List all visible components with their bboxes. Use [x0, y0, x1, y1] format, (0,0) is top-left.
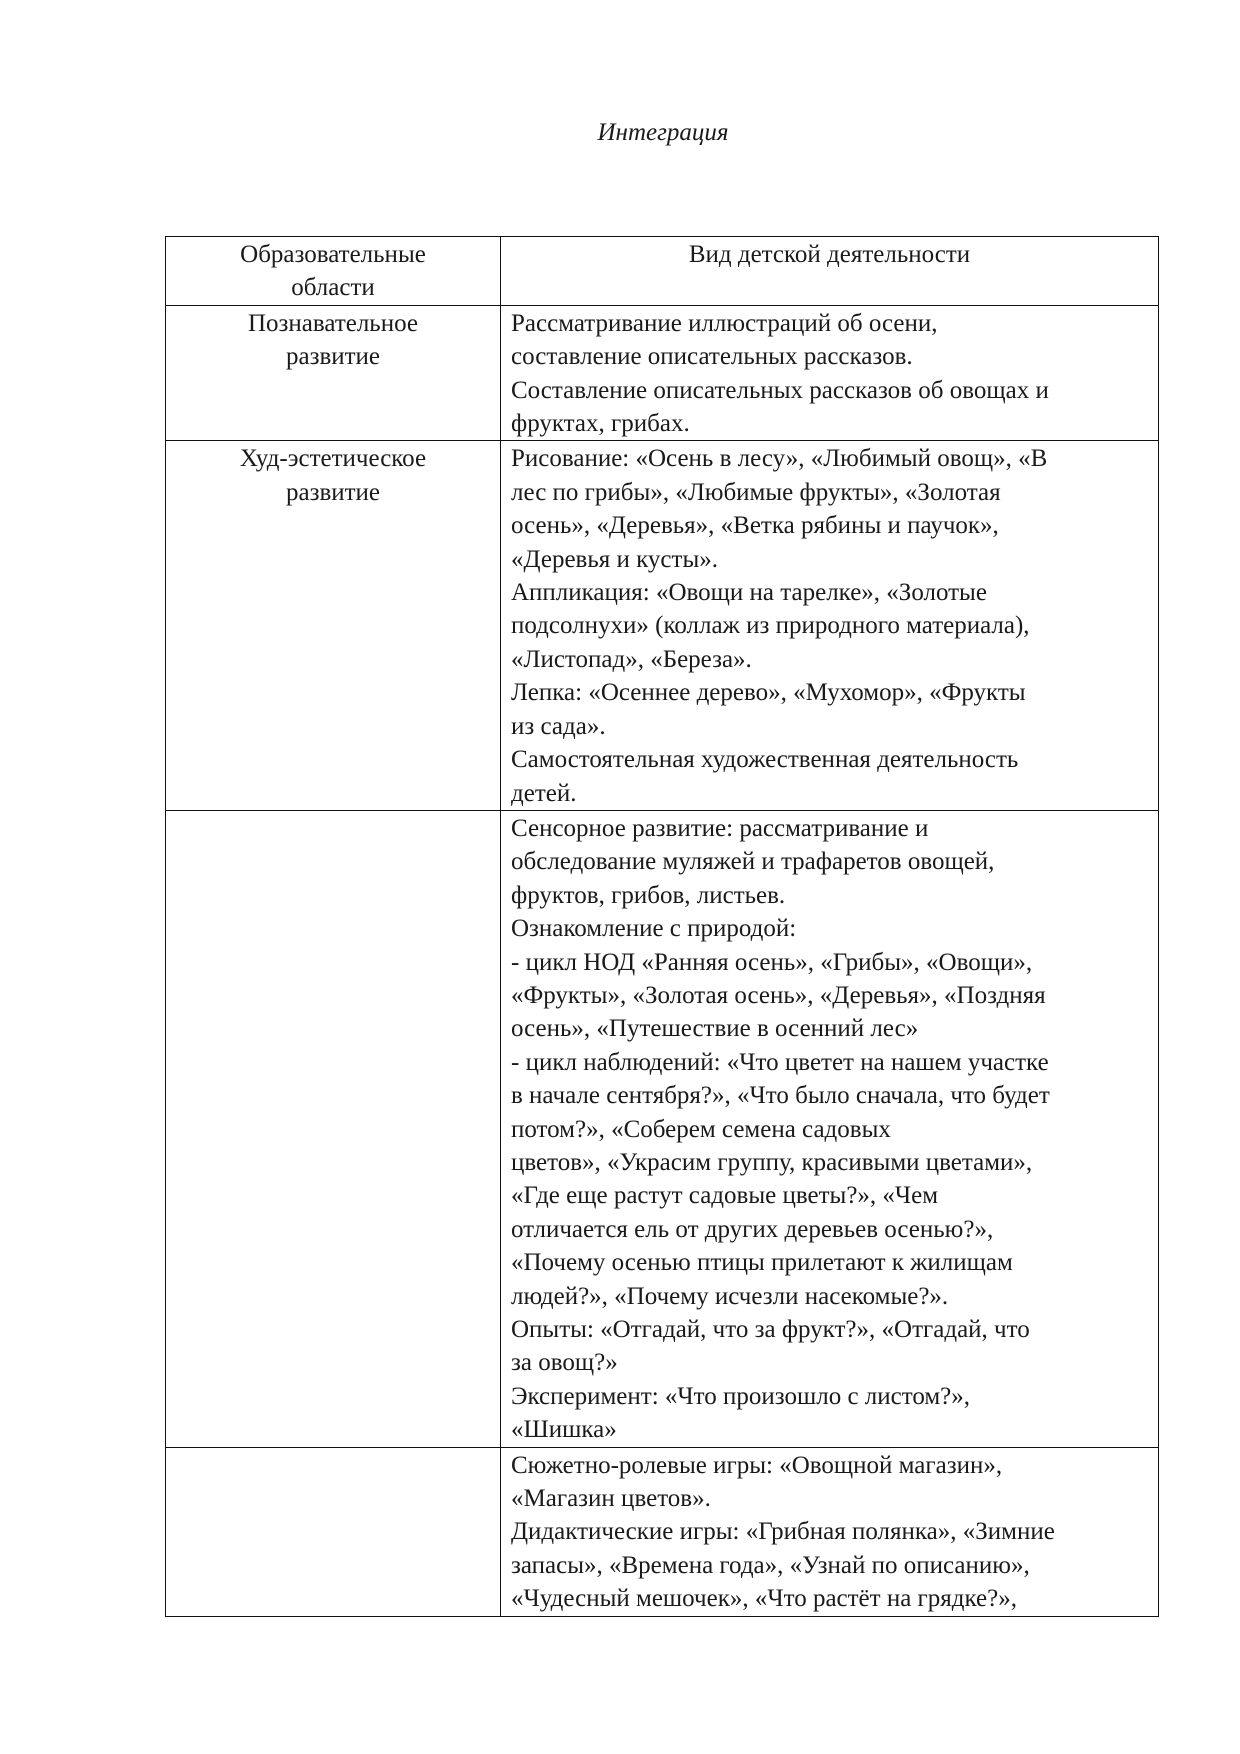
activity-paragraph: Ознакомление с природой: — [511, 915, 797, 943]
activity-paragraph: - цикл наблюдений: «Что цветет на нашем участке в начале сентября?», «Что было сначала, что будет потом?», «Соберем семена садовых цветов», «Украсим группу, красивыми цветами», «Где еще растут садовые цветы?», «Чем отличается ель от других деревьев осенью?», «Почему осенью птицы прилетают к жилищам людей?», «Почему исчезли насекомые?». — [511, 1048, 1050, 1310]
table-row — [166, 441, 1159, 810]
activity-paragraph: Самостоятельная художественная деятельность детей. — [511, 746, 1019, 807]
header-activity-type — [501, 237, 1159, 306]
activity-paragraph: Составление описательных рассказов об овощах и фруктах, грибах. — [511, 376, 1049, 438]
activity-paragraph: - цикл НОД «Ранняя осень», «Грибы», «Овощи», «Фрукты», «Золотая осень», «Деревья», «Поздняя осень», «Путешествие в осенний лес» — [511, 948, 1046, 1043]
activity-paragraph: Лепка: «Осеннее дерево», «Мухомор», «Фрукты из сада». — [511, 679, 1026, 740]
area-cell — [166, 1447, 501, 1616]
activity-cell — [501, 810, 1159, 1447]
area-cell — [166, 810, 501, 1447]
header-educational-areas — [166, 237, 501, 306]
area-label: Познавательное развитие — [247, 309, 418, 371]
header-label: Образовательные области — [240, 241, 426, 302]
activity-paragraph: Сюжетно-ролевые игры: «Овощной магазин», «Магазин цветов». — [511, 1451, 1003, 1513]
activity-paragraph: Рисование: «Осень в лесу», «Любимый овощ», «В лес по грибы», «Любимые фрукты», «Золотая осень», «Деревья», «Ветка рябины и паучок», «Деревья и кусты». — [511, 445, 1048, 573]
activity-paragraph: Эксперимент: «Что произошло с листом?», «Шишка» — [511, 1382, 971, 1444]
activity-paragraph: Рассматривание иллюстраций об осени, составление описательных рассказов. — [511, 309, 938, 371]
activity-cell — [501, 305, 1159, 441]
area-cell — [166, 441, 501, 810]
activity-paragraph: Опыты: «Отгадай, что за фрукт?», «Отгадай, что за овощ?» — [511, 1316, 1030, 1377]
activity-cell — [501, 441, 1159, 810]
page-title: Интеграция — [597, 119, 729, 146]
table-row — [166, 305, 1159, 441]
table-header-row — [166, 237, 1159, 306]
activity-paragraph: Аппликация: «Овощи на тарелке», «Золотые подсолнухи» (коллаж из природного материала), «Листопад», «Береза». — [511, 579, 1030, 673]
area-label: Худ-эстетическое развитие — [239, 445, 427, 506]
activity-cell — [501, 1447, 1159, 1616]
area-cell — [166, 305, 501, 441]
table-row — [166, 1447, 1159, 1616]
integration-table — [165, 236, 1159, 1617]
activity-paragraph: Дидактические игры: «Грибная полянка», «Зимние запасы», «Времена года», «Узнай по описанию», «Чудесный мешочек», «Что растёт на грядке?», — [511, 1518, 1055, 1613]
table-row — [166, 810, 1159, 1447]
activity-paragraph: Сенсорное развитие: рассматривание и обследование муляжей и трафаретов овощей, фруктов, грибов, листьев. — [511, 814, 995, 909]
header-label: Вид детской деятельности — [688, 241, 971, 268]
